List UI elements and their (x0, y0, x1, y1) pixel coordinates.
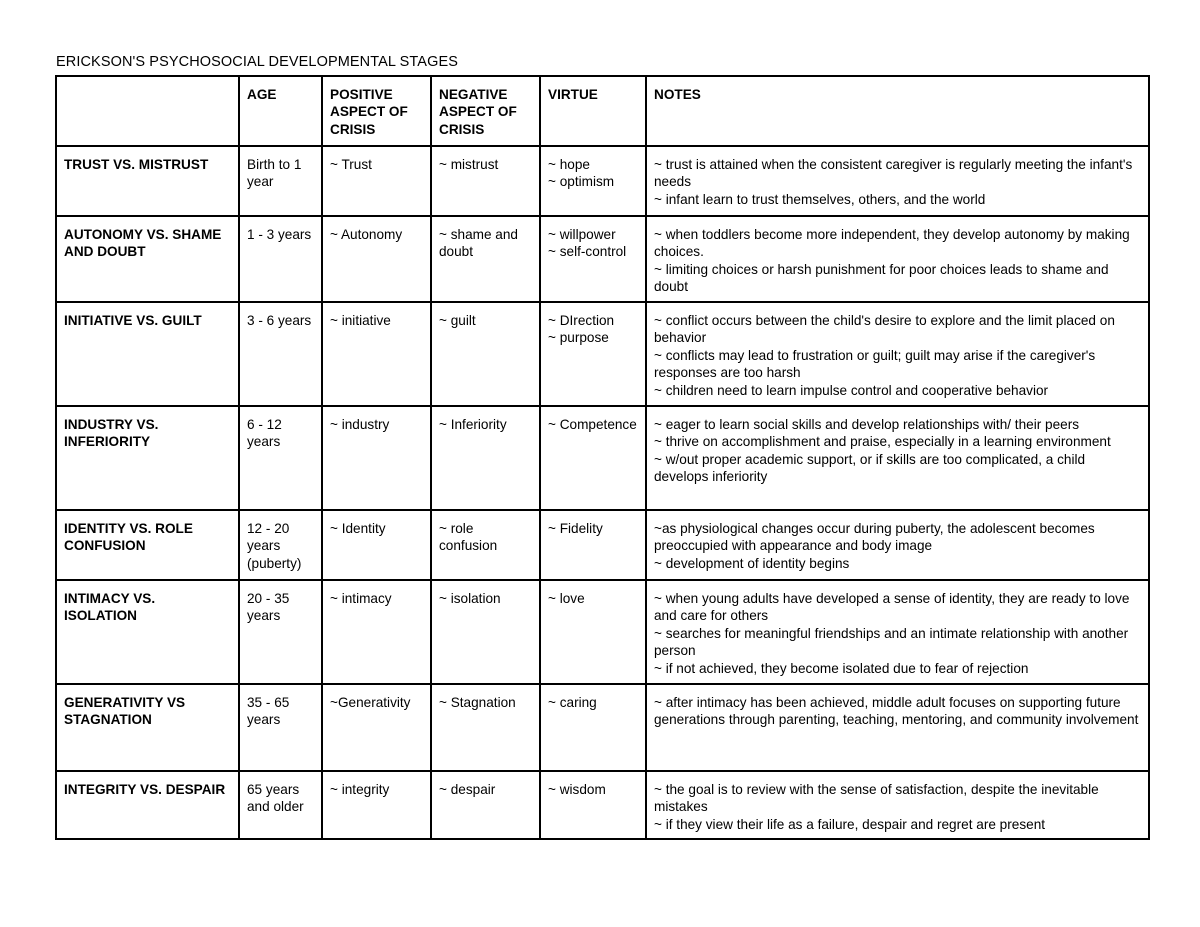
virtue-cell (540, 684, 646, 771)
virtue-line: ~ caring (548, 695, 597, 710)
stage-name-cell: IDENTITY VS. ROLE CONFUSION (56, 510, 239, 580)
note-line: ~ conflict occurs between the child's desire to explore and the limit placed on behavior (654, 313, 1115, 346)
virtue-cell (540, 146, 646, 216)
note-line: ~ development of identity begins (654, 555, 850, 571)
virtue-line: ~ Fidelity (548, 521, 603, 536)
age-cell: 12 - 20 years (puberty) (239, 510, 322, 580)
table-row (56, 580, 1149, 684)
notes-cell (646, 146, 1149, 216)
note-line: ~ if they view their life as a failure, despair and regret are present (654, 816, 1046, 832)
virtue-line: ~ hope (548, 157, 590, 172)
table-row (56, 510, 1149, 580)
stage-name-cell: INITIATIVE VS. GUILT (56, 302, 239, 406)
table-row (56, 302, 1149, 406)
table-row (56, 406, 1149, 510)
negative-aspect-cell: ~ guilt (431, 302, 540, 406)
note-line: ~ searches for meaningful friendships and an intimate relationship with another person (654, 625, 1129, 659)
positive-aspect-cell: ~ Autonomy (322, 216, 431, 302)
note-line: ~as physiological changes occur during puberty, the adolescent becomes preoccupied with appearance and body image (654, 521, 1095, 554)
note-line: ~ after intimacy has been achieved, middle adult focuses on supporting future generations through parenting, teaching, mentoring, and community involvement (654, 695, 1139, 728)
note-line: ~ conflicts may lead to frustration or guilt; guilt may arise if the caregiver's responses are too harsh (654, 347, 1096, 381)
stage-name-cell: INTEGRITY VS. DESPAIR (56, 771, 239, 839)
positive-aspect-cell: ~ industry (322, 406, 431, 510)
note-line: ~ limiting choices or harsh punishment for poor choices leads to shame and doubt (654, 261, 1109, 295)
negative-aspect-cell: ~ role confusion (431, 510, 540, 580)
notes-cell (646, 510, 1149, 580)
age-cell: 1 - 3 years (239, 216, 322, 302)
age-cell: 3 - 6 years (239, 302, 322, 406)
note-line: ~ when young adults have developed a sense of identity, they are ready to love and care for others (654, 591, 1130, 624)
negative-aspect-cell: ~ shame and doubt (431, 216, 540, 302)
stage-name-cell: INTIMACY VS. ISOLATION (56, 580, 239, 684)
note-line: ~ trust is attained when the consistent caregiver is regularly meeting the infant's needs (654, 157, 1133, 190)
note-line: ~ infant learn to trust themselves, others, and the world (654, 191, 986, 207)
stage-name-cell: GENERATIVITY VS STAGNATION (56, 684, 239, 771)
table-row (56, 684, 1149, 771)
document-title: ERICKSON'S PSYCHOSOCIAL DEVELOPMENTAL STAGES (56, 54, 458, 70)
positive-aspect-cell: ~ Trust (322, 146, 431, 216)
positive-aspect-cell: ~ initiative (322, 302, 431, 406)
positive-aspect-cell: ~ integrity (322, 771, 431, 839)
notes-cell (646, 771, 1149, 839)
virtue-cell (540, 216, 646, 302)
negative-aspect-cell: ~ despair (431, 771, 540, 839)
note-line: ~ when toddlers become more independent, they develop autonomy by making choices. (654, 227, 1130, 260)
table-row (56, 771, 1149, 839)
virtue-cell (540, 580, 646, 684)
age-cell: 65 years and older (239, 771, 322, 839)
table-row (56, 216, 1149, 302)
note-line: ~ w/out proper academic support, or if skills are too complicated, a child develops inferiority (654, 451, 1086, 485)
age-cell: 35 - 65 years (239, 684, 322, 771)
positive-aspect-cell: ~Generativity (322, 684, 431, 771)
virtue-cell (540, 302, 646, 406)
negative-aspect-cell: ~ isolation (431, 580, 540, 684)
notes-cell (646, 580, 1149, 684)
table-row (56, 146, 1149, 216)
negative-aspect-cell: ~ Stagnation (431, 684, 540, 771)
stages-table (55, 75, 1150, 840)
virtue-cell (540, 406, 646, 510)
notes-cell (646, 406, 1149, 510)
virtue-line: ~ Competence (548, 417, 637, 432)
note-line: ~ thrive on accomplishment and praise, especially in a learning environment (654, 434, 1111, 450)
stage-name-cell: TRUST VS. MISTRUST (56, 146, 239, 216)
stage-name-cell: AUTONOMY VS. SHAME AND DOUBT (56, 216, 239, 302)
virtue-line: ~ DIrection (548, 313, 615, 328)
note-line: ~ eager to learn social skills and develop relationships with/ their peers (654, 417, 1080, 432)
header-age: AGE (239, 76, 322, 146)
positive-aspect-cell: ~ Identity (322, 510, 431, 580)
virtue-line: ~ willpower (548, 227, 616, 242)
age-cell: 20 - 35 years (239, 580, 322, 684)
notes-cell (646, 302, 1149, 406)
virtue-line: ~ purpose (548, 330, 609, 346)
virtue-line: ~ optimism (548, 174, 615, 190)
age-cell: 6 - 12 years (239, 406, 322, 510)
stage-name-cell: INDUSTRY VS. INFERIORITY (56, 406, 239, 510)
header-negative: NEGATIVE ASPECT OF CRISIS (431, 76, 540, 146)
header-stage (56, 76, 239, 146)
header-virtue: VIRTUE (540, 76, 646, 146)
age-cell: Birth to 1 year (239, 146, 322, 216)
header-positive: POSITIVE ASPECT OF CRISIS (322, 76, 431, 146)
positive-aspect-cell: ~ intimacy (322, 580, 431, 684)
note-line: ~ children need to learn impulse control and cooperative behavior (654, 382, 1049, 398)
notes-cell (646, 684, 1149, 771)
virtue-line: ~ love (548, 591, 585, 606)
virtue-cell (540, 771, 646, 839)
note-line: ~ the goal is to review with the sense of satisfaction, despite the inevitable mistakes (654, 782, 1099, 815)
header-notes: NOTES (646, 76, 1149, 146)
virtue-line: ~ wisdom (548, 782, 606, 797)
note-line: ~ if not achieved, they become isolated due to fear of rejection (654, 660, 1029, 676)
notes-cell (646, 216, 1149, 302)
negative-aspect-cell: ~ mistrust (431, 146, 540, 216)
negative-aspect-cell: ~ Inferiority (431, 406, 540, 510)
header-row (56, 76, 1149, 146)
virtue-cell (540, 510, 646, 580)
virtue-line: ~ self-control (548, 244, 627, 260)
